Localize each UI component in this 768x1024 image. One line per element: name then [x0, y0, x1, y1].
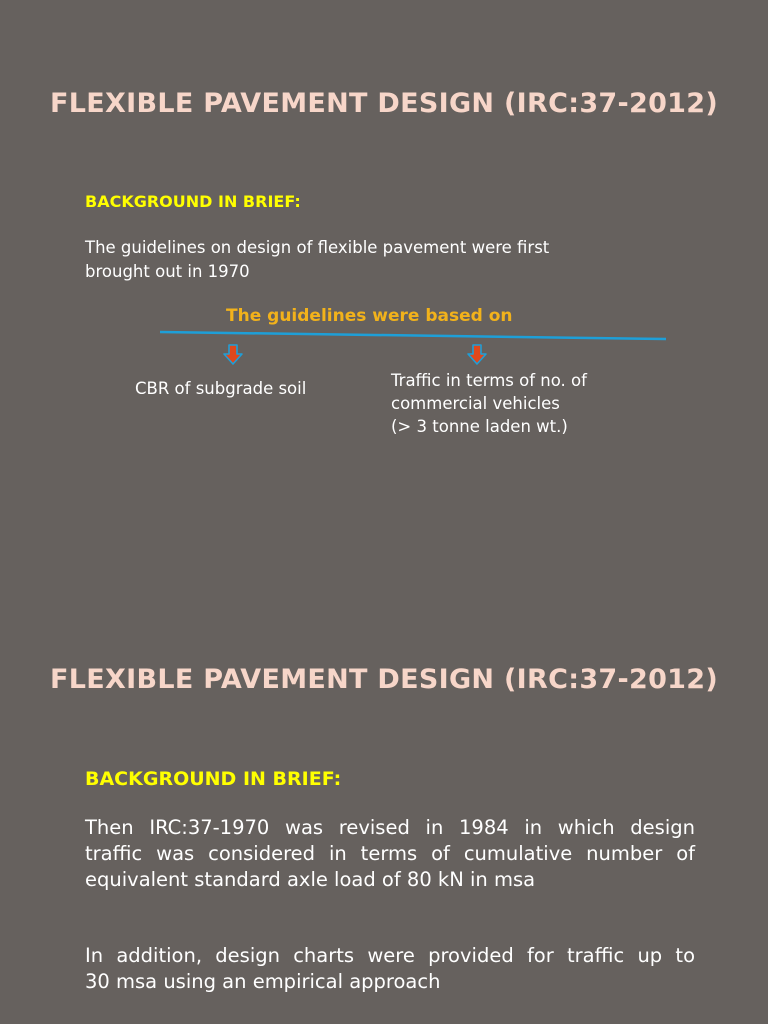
slide-title: FLEXIBLE PAVEMENT DESIGN (IRC:37-2012)	[50, 664, 718, 695]
design-charts-paragraph	[85, 943, 695, 995]
paragraph-line: 30 msa using an empirical approach	[85, 970, 441, 993]
paragraph-line: In addition, design charts were provided for traffic up to	[85, 944, 695, 967]
slide-title: FLEXIBLE PAVEMENT DESIGN (IRC:37-2012)	[50, 88, 718, 119]
branch-traffic-line: commercial vehicles	[391, 394, 560, 413]
paragraph-line: equivalent standard axle load of 80 kN in msa	[85, 868, 536, 891]
intro-text	[85, 236, 685, 284]
branch-cbr: CBR of subgrade soil	[135, 379, 307, 398]
section-heading: BACKGROUND IN BRIEF:	[85, 192, 301, 211]
slide-2	[0, 576, 768, 1024]
branch-traffic-line: (> 3 tonne laden wt.)	[391, 417, 568, 436]
intro-line: The guidelines on design of flexible pavement were first	[85, 238, 550, 257]
paragraph-line: traffic was considered in terms of cumulative number of	[85, 842, 695, 865]
branch-traffic-line: Traffic in terms of no. of	[391, 371, 587, 390]
based-on-heading: The guidelines were based on	[226, 306, 513, 326]
down-arrow-icon	[222, 343, 244, 367]
down-arrow-icon	[466, 343, 488, 367]
branch-traffic	[391, 369, 711, 438]
intro-line: brought out in 1970	[85, 262, 250, 281]
revision-paragraph	[85, 815, 695, 893]
section-heading: BACKGROUND IN BRIEF:	[85, 768, 342, 790]
paragraph-line: Then IRC:37-1970 was revised in 1984 in which design	[85, 816, 695, 839]
